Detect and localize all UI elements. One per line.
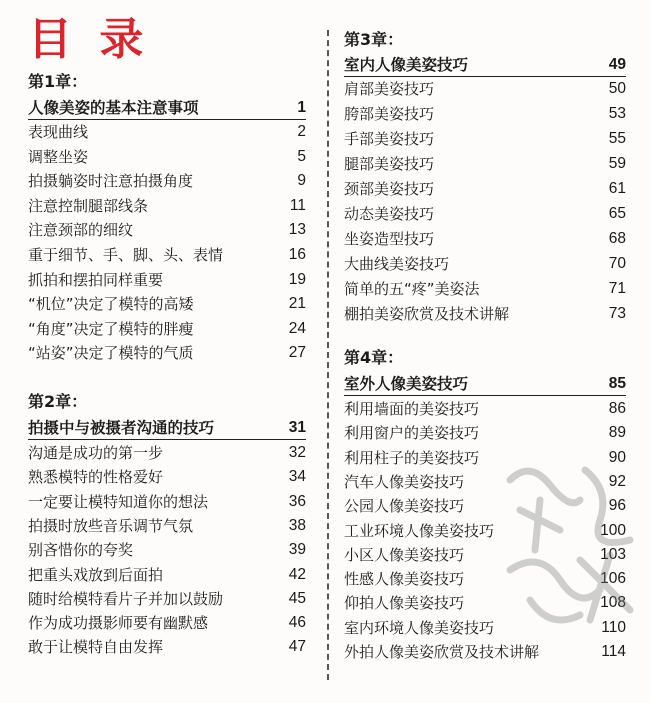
toc-entry-chapter-2-heading[interactable]	[28, 416, 306, 440]
entry-title: 拍摄时放些音乐调节气氛	[28, 516, 194, 535]
chapter-1-label: 第1章：	[28, 72, 88, 91]
entry-page: 96	[608, 497, 626, 515]
toc-entry[interactable]	[28, 465, 306, 489]
page-title: 目 录	[28, 14, 150, 65]
entry-page: 108	[600, 594, 626, 612]
toc-entry[interactable]	[28, 563, 306, 587]
entry-page: 49	[608, 56, 626, 73]
toc-entry[interactable]	[28, 145, 306, 169]
toc-entry[interactable]	[28, 587, 306, 611]
toc-entry[interactable]	[344, 77, 626, 101]
entry-title: 手部美姿技巧	[344, 130, 435, 148]
entry-title: 工业环境人像美姿技巧	[344, 521, 495, 540]
entry-title: 利用墙面的美姿技巧	[344, 400, 480, 418]
entry-title: 表现曲线	[28, 123, 89, 141]
chapter-3-label: 第3章：	[344, 30, 404, 49]
entry-page: 61	[608, 180, 626, 197]
toc-entry[interactable]	[344, 202, 626, 226]
entry-title: 性感人像美姿技巧	[344, 570, 465, 589]
entry-page: 55	[608, 130, 626, 147]
entry-title: 利用柱子的美姿技巧	[344, 448, 480, 467]
entry-title: 外拍人像美姿欣赏及技术讲解	[344, 643, 540, 661]
entry-title: 简单的五“疼”美姿法	[344, 280, 480, 298]
toc-left-column	[28, 0, 306, 703]
entry-page: 11	[289, 196, 306, 214]
entry-page: 21	[288, 295, 306, 313]
toc-entry[interactable]	[28, 635, 306, 659]
entry-title: 拍摄躺姿时注意拍摄角度	[28, 172, 194, 191]
entry-title: 仰拍人像美姿技巧	[344, 594, 465, 613]
entry-page: 86	[608, 400, 626, 417]
entry-title: 大曲线美姿技巧	[344, 255, 450, 273]
entry-page: 89	[608, 424, 626, 442]
toc-entry[interactable]	[28, 268, 306, 292]
toc-entry[interactable]	[28, 120, 306, 144]
heading-underline	[344, 395, 626, 396]
entry-page: 103	[600, 545, 626, 563]
entry-page: 5	[297, 147, 306, 165]
entry-page: 42	[288, 565, 306, 583]
toc-entry[interactable]	[344, 102, 626, 126]
entry-title: 汽车人像美姿技巧	[344, 472, 465, 491]
entry-page: 90	[608, 448, 626, 466]
toc-entry[interactable]	[344, 252, 626, 276]
entry-title: 注意控制腿部线条	[28, 196, 149, 215]
entry-page: 68	[608, 230, 626, 247]
entry-page: 34	[288, 468, 306, 486]
entry-page: 85	[608, 375, 626, 392]
entry-title: 棚拍美姿欣赏及技术讲解	[344, 305, 510, 323]
chapter-2-label: 第2章：	[28, 392, 88, 411]
entry-page: 110	[601, 618, 626, 636]
entry-page: 31	[288, 419, 306, 436]
toc-entry[interactable]	[28, 218, 306, 242]
entry-page: 100	[600, 521, 626, 539]
heading-underline	[28, 439, 306, 440]
entry-title: 调整坐姿	[28, 147, 89, 166]
entry-page: 2	[297, 123, 306, 140]
entry-page: 32	[288, 444, 306, 461]
entry-title: 公园人像美姿技巧	[344, 497, 465, 516]
toc-entry[interactable]	[28, 611, 306, 635]
toc-entry[interactable]	[28, 292, 306, 316]
toc-entry[interactable]	[28, 243, 306, 267]
toc-entry[interactable]	[344, 640, 626, 664]
toc-entry[interactable]	[344, 227, 626, 251]
entry-title: 颈部美姿技巧	[344, 180, 435, 198]
entry-title: 敢于让模特自由发挥	[28, 638, 164, 657]
entry-title: 重于细节、手、脚、头、表情	[28, 246, 224, 264]
entry-page: 65	[608, 205, 626, 222]
entry-page: 39	[288, 541, 306, 559]
toc-entry[interactable]	[28, 317, 306, 341]
entry-title: 别吝惜你的夸奖	[28, 541, 134, 560]
entry-title: 抓拍和摆拍同样重要	[28, 270, 164, 289]
entry-title: 小区人像美姿技巧	[344, 545, 465, 564]
toc-entry-chapter-4-heading[interactable]	[344, 372, 626, 396]
entry-title: 注意颈部的细纹	[28, 221, 134, 240]
entry-page: 114	[601, 643, 626, 660]
entry-title: 熟悉模特的性格爱好	[28, 468, 164, 487]
toc-entry[interactable]	[344, 397, 626, 421]
toc-entry[interactable]	[344, 177, 626, 201]
toc-entry[interactable]	[28, 538, 306, 562]
column-divider	[327, 30, 329, 680]
entry-page: 19	[288, 270, 306, 288]
toc-entry[interactable]	[344, 277, 626, 301]
toc-entry[interactable]	[28, 194, 306, 218]
toc-entry[interactable]	[28, 441, 306, 465]
toc-entry[interactable]	[28, 514, 306, 538]
entry-title: 沟通是成功的第一步	[28, 444, 164, 462]
entry-page: 92	[608, 472, 626, 490]
entry-title: “站姿”决定了模特的气质	[28, 344, 194, 363]
entry-page: 73	[608, 305, 626, 322]
entry-title: 动态美姿技巧	[344, 205, 435, 223]
entry-page: 45	[288, 589, 306, 607]
toc-entry-chapter-1-heading[interactable]	[28, 96, 306, 120]
entry-title: “机位”决定了模特的高矮	[28, 295, 194, 314]
entry-page: 24	[288, 319, 306, 337]
entry-title: 把重头戏放到后面拍	[28, 565, 164, 584]
entry-title: 拍摄中与被摄者沟通的技巧	[28, 419, 215, 437]
entry-page: 53	[608, 105, 626, 122]
toc-entry[interactable]	[344, 127, 626, 151]
toc-entry[interactable]	[344, 302, 626, 326]
entry-page: 47	[288, 638, 306, 656]
toc-entry-chapter-3-heading[interactable]	[344, 53, 626, 77]
entry-page: 38	[288, 516, 306, 534]
entry-title: 一定要让模特知道你的想法	[28, 492, 209, 511]
entry-page: 50	[608, 80, 626, 97]
entry-page: 59	[608, 155, 626, 172]
entry-title: 肩部美姿技巧	[344, 80, 435, 98]
toc-entry[interactable]	[28, 341, 306, 365]
entry-page: 1	[297, 99, 306, 116]
entry-title: “角度”决定了模特的胖瘦	[28, 319, 194, 338]
entry-title: 随时给模特看片子并加以鼓励	[28, 589, 224, 608]
chapter-4-label: 第4章：	[344, 348, 404, 367]
toc-entry[interactable]	[28, 490, 306, 514]
toc-entry[interactable]	[344, 152, 626, 176]
entry-title: 坐姿造型技巧	[344, 230, 435, 248]
entry-title: 人像美姿的基本注意事项	[28, 99, 199, 117]
entry-title: 胯部美姿技巧	[344, 105, 435, 123]
entry-page: 106	[600, 570, 626, 588]
entry-title: 室内人像美姿技巧	[344, 56, 469, 74]
entry-page: 13	[288, 221, 306, 239]
entry-page: 36	[288, 492, 306, 510]
entry-title: 室外人像美姿技巧	[344, 375, 469, 393]
entry-title: 利用窗户的美姿技巧	[344, 424, 480, 443]
entry-title: 室内环境人像美姿技巧	[344, 618, 495, 637]
entry-title: 作为成功摄影师要有幽默感	[28, 614, 209, 633]
toc-entry[interactable]	[28, 169, 306, 193]
entry-page: 9	[297, 172, 306, 190]
entry-title: 腿部美姿技巧	[344, 155, 435, 173]
entry-page: 16	[288, 246, 306, 263]
entry-page: 71	[608, 280, 626, 297]
seal-stamp-watermark	[490, 440, 650, 640]
entry-page: 27	[288, 344, 306, 362]
entry-page: 46	[288, 614, 306, 632]
entry-page: 70	[608, 255, 626, 272]
